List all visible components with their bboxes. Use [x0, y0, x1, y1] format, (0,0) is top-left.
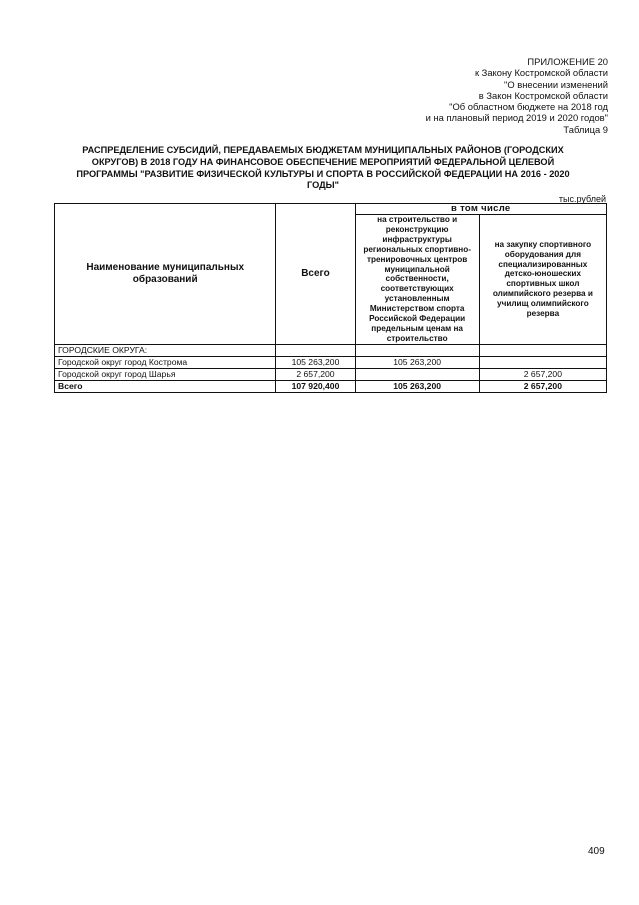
row-equipment [479, 356, 606, 368]
title-line: ГОДЫ" [306, 180, 339, 191]
table-number: Таблица 9 [563, 123, 608, 135]
header-including: в том числе [355, 204, 606, 215]
document-title [62, 145, 584, 192]
header-total: Всего [276, 204, 355, 345]
header-municipality: Наименование муниципальных образований [55, 204, 276, 345]
row-total [276, 344, 355, 356]
row-equipment [479, 344, 606, 356]
row-construction [355, 344, 479, 356]
table-row [55, 368, 607, 380]
table-row [55, 344, 607, 356]
row-name: Городской округ город Кострома [55, 356, 276, 368]
appendix-line: к Закону Костромской области [474, 67, 608, 79]
row-total: 105 263,200 [276, 356, 355, 368]
appendix-block [248, 56, 608, 135]
units-label: тыс.рублей [558, 194, 606, 204]
totals-total: 107 920,400 [276, 380, 355, 392]
header-construction: на строительство и реконструкцию инфраструктуры региональных спортивно-тренировочных центров муниципальной собственности, соответствующих установленным Министерством спорта Российской Федерации предельным ценам на строительство [355, 215, 479, 345]
totals-row [55, 380, 607, 392]
appendix-line: в Закон Костромской области [478, 89, 608, 101]
page-number: 409 [588, 846, 605, 857]
subsidy-table [54, 203, 607, 393]
row-total: 2 657,200 [276, 368, 355, 380]
row-name: Городской округ город Шарья [55, 368, 276, 380]
table-row [55, 356, 607, 368]
totals-construction: 105 263,200 [355, 380, 479, 392]
row-construction: 105 263,200 [355, 356, 479, 368]
appendix-line: и на плановый период 2019 и 2020 годов" [425, 112, 608, 124]
title-line: ОКРУГОВ) В 2018 ГОДУ НА ФИНАНСОВОЕ ОБЕСПЕЧЕНИЕ МЕРОПРИЯТИЙ ФЕДЕРАЛЬНОЙ ЦЕЛЕВОЙ [91, 156, 555, 167]
title-line: ПРОГРАММЫ "РАЗВИТИЕ ФИЗИЧЕСКОЙ КУЛЬТУРЫ И СПОРТА В РОССИЙСКОЙ ФЕДЕРАЦИИ НА 2016 - 2020 [76, 168, 570, 179]
totals-label: Всего [55, 380, 276, 392]
header-equipment: на закупку спортивного оборудования для специализированных детско-юношеских спортивных школ олимпийского резерва и училищ олимпийского резерва [479, 215, 606, 345]
totals-equipment: 2 657,200 [479, 380, 606, 392]
appendix-line: ПРИЛОЖЕНИЕ 20 [527, 56, 608, 67]
appendix-line: "О внесении изменений [504, 78, 608, 90]
title-line: РАСПРЕДЕЛЕНИЕ СУБСИДИЙ, ПЕРЕДАВАЕМЫХ БЮДЖЕТАМ МУНИЦИПАЛЬНЫХ РАЙОНОВ (ГОРОДСКИХ [82, 145, 564, 155]
appendix-line: "Об областном бюджете на 2018 год [449, 101, 608, 113]
row-construction [355, 368, 479, 380]
row-equipment: 2 657,200 [479, 368, 606, 380]
row-name: ГОРОДСКИЕ ОКРУГА: [55, 344, 276, 356]
